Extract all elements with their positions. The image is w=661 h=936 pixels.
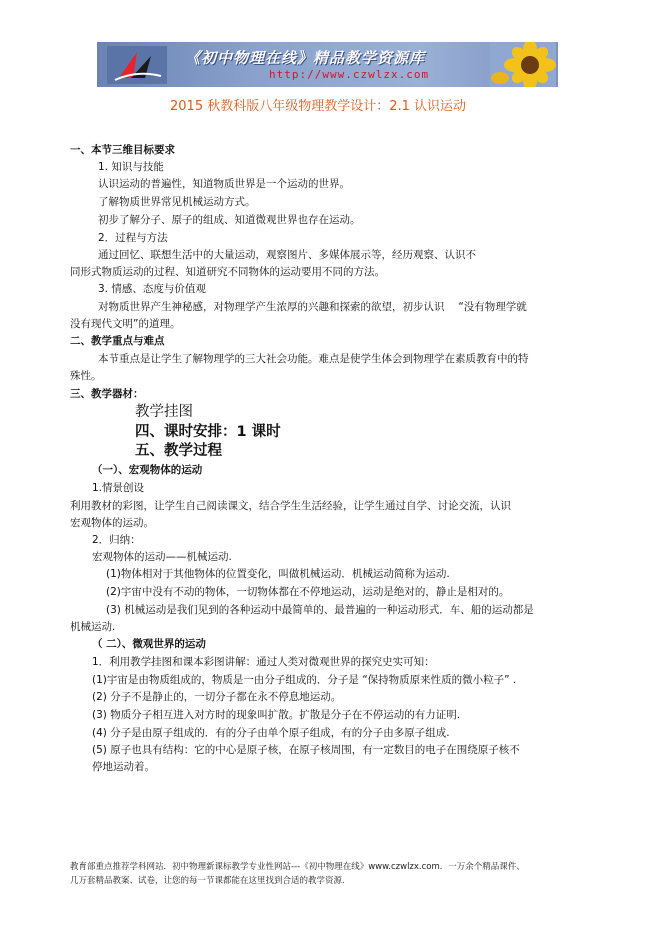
footer-line: 几万套精品教案、试卷，让您的每一节课都能在这里找到合适的教学资源. <box>70 876 345 886</box>
list-item: (3) 机械运动是我们见到的各种运动中最简单的、最普遍的一种运动形式．车、船的运动都是 <box>106 604 534 616</box>
subsection-heading: 2．归纳： <box>92 534 141 546</box>
section-heading: 四、课时安排：1 课时 <box>135 424 281 440</box>
sunflower-icon <box>490 42 556 87</box>
site-logo <box>107 46 167 84</box>
paragraph-line: 本节重点是让学生了解物理学的三大社会功能。难点是使学生体会到物理学在素质教育中的特 <box>98 353 529 365</box>
subsection-heading: （一）、宏观物体的运动 <box>92 464 203 476</box>
list-item: (2)宇宙中没有不动的物体，一切物体都在不停地运动，运动是绝对的，静止是相对的。 <box>106 586 510 598</box>
subsection-heading: 1.情景创设 <box>92 482 145 494</box>
subsection-heading: 2．过程与方法 <box>98 232 168 244</box>
paragraph-line: 宏观物体的运动。 <box>70 517 154 529</box>
paragraph-line: 殊性。 <box>70 370 102 382</box>
paragraph-line: 宏观物体的运动——机械运动. <box>92 551 232 563</box>
paragraph-line: 没有现代文明”的道理。 <box>70 318 181 330</box>
paragraph-line: 通过回忆、联想生活中的大量运动，观察图片、多媒体展示等，经历观察、认识不 <box>98 249 476 261</box>
section-heading: 五、教学过程 <box>135 443 222 459</box>
paragraph-line: 机械运动. <box>70 621 116 633</box>
header-banner <box>97 42 558 87</box>
list-item: (3) 物质分子相互进入对方时的现象叫扩散。扩散是分子在不停运动的有力证明. <box>92 709 461 721</box>
section-heading: 二、教学重点与难点 <box>70 335 165 347</box>
subsection-heading: 1. 知识与技能 <box>98 161 164 173</box>
paragraph-line: 1．利用教学挂图和课本彩图讲解：通过人类对微观世界的探究史实可知： <box>92 656 435 668</box>
list-item: (1)物体相对于其他物体的位置变化，叫做机械运动．机械运动简称为运动. <box>106 568 450 580</box>
paragraph-line: 了解物质世界常见机械运动方式。 <box>98 196 256 208</box>
paragraph-line: 初步了解分子、原子的组成、知道微观世界也存在运动。 <box>98 214 361 226</box>
list-item: (5) 原子也具有结构：它的中心是原子核，在原子核周围，有一定数目的电子在围绕原子核不 <box>92 744 520 756</box>
section-heading: 三、教学器材： <box>70 388 144 400</box>
subsection-heading: 3. 情感、态度与价值观 <box>98 283 206 295</box>
paragraph-line: 对物质世界产生神秘感，对物理学产生浓厚的兴趣和探索的欲望，初步认识 “没有物理学就 <box>98 301 527 313</box>
banner-title: 《初中物理在线》精品教学资源库 <box>185 49 426 67</box>
section-heading: 一、本节三维目标要求 <box>70 144 175 156</box>
paragraph-line: 利用教材的彩图，让学生自己阅读课文，结合学生生活经验，让学生通过自学、讨论交流，认识 <box>70 500 511 512</box>
document-title: 2015 秋教科版八年级物理教学设计：2.1 认识运动 <box>170 99 467 114</box>
banner-url: http://www.czwlzx.com <box>269 68 430 81</box>
subsection-heading: （ 二）、微观世界的运动 <box>92 638 206 650</box>
paragraph-line: 认识运动的普遍性，知道物质世界是一个运动的世界。 <box>98 178 350 190</box>
footer-line: 教育部重点推荐学科网站．初中物理新课标教学专业性网站---《初中物理在线》www.czwlzx.com．一万余个精品课件、 <box>70 862 525 872</box>
list-item: (2) 分子不是静止的，一切分子都在永不停息地运动。 <box>92 691 342 703</box>
list-item: (4) 分子是由原子组成的．有的分子由单个原子组成，有的分子由多原子组成. <box>92 727 450 739</box>
list-item: (1)宇宙是由物质组成的，物质是一由分子组成的．分子是 “保持物质原来性质的微小粒子” . <box>92 674 517 686</box>
paragraph-line: 停地运动着。 <box>92 761 155 773</box>
paragraph-line: 教学挂图 <box>135 404 193 420</box>
paragraph-line: 同形式物质运动的过程、知道研究不同物体的运动要用不同的方法。 <box>70 266 385 278</box>
